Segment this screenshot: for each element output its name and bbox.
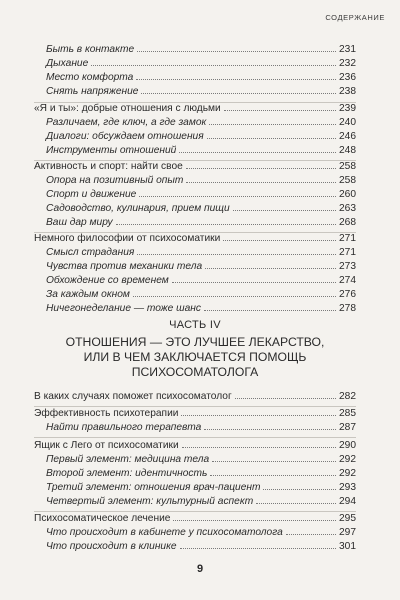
part-title-line: ПСИХОСОМАТОЛОГА bbox=[131, 365, 259, 379]
toc-entry-page: 260 bbox=[339, 189, 356, 200]
dot-leader bbox=[209, 117, 336, 125]
toc-entry-title: Место комфорта bbox=[46, 72, 134, 83]
running-head: СОДЕРЖАНИЕ bbox=[325, 13, 385, 22]
toc-entry[interactable] bbox=[34, 513, 356, 525]
toc-entry[interactable] bbox=[34, 233, 356, 245]
toc-entry[interactable] bbox=[46, 131, 356, 143]
toc-entry-page: 248 bbox=[339, 145, 356, 156]
toc-entry-page: 273 bbox=[339, 261, 356, 272]
part-title-line: ИЛИ В ЧЕМ ЗАКЛЮЧАЕТСЯ ПОМОЩЬ bbox=[83, 350, 307, 364]
toc-entry[interactable] bbox=[46, 468, 356, 480]
toc-entry[interactable] bbox=[46, 247, 356, 259]
toc-entry-title: Инструменты отношений bbox=[46, 145, 177, 156]
dot-leader bbox=[141, 86, 336, 94]
toc-entry[interactable] bbox=[46, 261, 356, 273]
dot-leader bbox=[186, 175, 336, 183]
toc-entry-title: Диалоги: обсуждаем отношения bbox=[46, 131, 204, 142]
toc-entry-page: 292 bbox=[339, 454, 356, 465]
toc-entry[interactable] bbox=[46, 275, 356, 287]
toc-entry-page: 240 bbox=[339, 117, 356, 128]
toc-entry[interactable] bbox=[46, 175, 356, 187]
toc-entry-page: 276 bbox=[339, 289, 356, 300]
dot-leader bbox=[137, 247, 336, 255]
toc-entry-title: Быть в контакте bbox=[46, 44, 135, 55]
dot-leader bbox=[235, 391, 336, 399]
toc-entry-title: Садоводство, кулинария, прием пищи bbox=[46, 203, 230, 214]
dot-leader bbox=[224, 103, 336, 111]
toc-entry-page: 301 bbox=[339, 541, 356, 552]
toc-entry-page: 278 bbox=[339, 303, 356, 314]
toc-entry-title: Ничегонеделание — тоже шанс bbox=[46, 303, 201, 314]
dot-leader bbox=[205, 261, 336, 269]
toc-entry[interactable] bbox=[46, 58, 356, 70]
dot-leader bbox=[223, 233, 336, 241]
toc-entry-title: Третий элемент: отношения врач-пациент bbox=[46, 482, 261, 493]
toc-entry[interactable] bbox=[46, 496, 356, 508]
toc-entry-title: Дыхание bbox=[46, 58, 89, 69]
toc-entry-page: 246 bbox=[339, 131, 356, 142]
dot-leader bbox=[181, 408, 336, 416]
toc-entry-title: Четвертый элемент: культурный аспект bbox=[46, 496, 254, 507]
toc-entry-page: 238 bbox=[339, 86, 356, 97]
dot-leader bbox=[172, 275, 336, 283]
toc-entry-title: Психосоматическое лечение bbox=[34, 513, 171, 524]
toc-entry-title: Ящик с Лего от психосоматики bbox=[34, 440, 179, 451]
dot-leader bbox=[136, 72, 336, 80]
toc-entry[interactable] bbox=[46, 117, 356, 129]
dot-leader bbox=[139, 189, 336, 197]
toc-entry-page: 294 bbox=[339, 496, 356, 507]
dot-leader bbox=[286, 527, 336, 535]
toc-entry[interactable] bbox=[34, 440, 356, 452]
toc-entry-title: Активность и спорт: найти свое bbox=[34, 161, 183, 172]
section-divider bbox=[34, 406, 356, 407]
dot-leader bbox=[133, 289, 336, 297]
toc-entry-page: 263 bbox=[339, 203, 356, 214]
dot-leader bbox=[116, 217, 336, 225]
toc-entry-title: В каких случаях поможет психосоматолог bbox=[34, 391, 232, 402]
dot-leader bbox=[182, 440, 336, 448]
toc-entry-title: «Я и ты»: добрые отношения с людьми bbox=[34, 103, 221, 114]
toc-entry[interactable] bbox=[46, 482, 356, 494]
toc-entry[interactable] bbox=[46, 541, 356, 553]
toc-entry-title: Второй элемент: идентичность bbox=[46, 468, 208, 479]
dot-leader bbox=[233, 203, 336, 211]
toc-entry-page: 290 bbox=[339, 440, 356, 451]
toc-entry[interactable] bbox=[34, 103, 356, 115]
toc-entry-page: 287 bbox=[339, 422, 356, 433]
toc-entry-title: Опора на позитивный опыт bbox=[46, 175, 184, 186]
toc-entry-title: Эффективность психотерапии bbox=[34, 408, 179, 419]
part-title-line: ОТНОШЕНИЯ — ЭТО ЛУЧШЕЕ ЛЕКАРСТВО, bbox=[65, 335, 325, 349]
dot-leader bbox=[91, 58, 336, 66]
dot-leader bbox=[186, 161, 336, 169]
toc-entry[interactable] bbox=[46, 189, 356, 201]
toc-entry[interactable] bbox=[34, 408, 356, 420]
toc-entry-page: 293 bbox=[339, 482, 356, 493]
dot-leader bbox=[173, 513, 336, 521]
toc-entry-title: Чувства против механики тела bbox=[46, 261, 203, 272]
toc-entry-title: Спорт и движение bbox=[46, 189, 137, 200]
toc-entry-title: Обхождение со временем bbox=[46, 275, 169, 286]
dot-leader bbox=[204, 422, 336, 430]
toc-entry[interactable] bbox=[46, 86, 356, 98]
toc-entry-page: 297 bbox=[339, 527, 356, 538]
dot-leader bbox=[256, 496, 336, 504]
toc-entry[interactable] bbox=[46, 72, 356, 84]
toc-entry[interactable] bbox=[46, 527, 356, 539]
toc-entry-page: 271 bbox=[339, 233, 356, 244]
toc-entry-page: 292 bbox=[339, 468, 356, 479]
toc-entry-page: 232 bbox=[339, 58, 356, 69]
toc-entry[interactable] bbox=[34, 161, 356, 173]
toc-entry-page: 268 bbox=[339, 217, 356, 228]
dot-leader bbox=[212, 454, 336, 462]
toc-entry-page: 258 bbox=[339, 175, 356, 186]
toc-entry[interactable] bbox=[46, 303, 356, 315]
section-divider bbox=[34, 437, 356, 438]
toc-entry-page: 274 bbox=[339, 275, 356, 286]
toc-entry-page: 285 bbox=[339, 408, 356, 419]
dot-leader bbox=[180, 541, 336, 549]
toc-entry-title: Немного философии от психосоматики bbox=[34, 233, 221, 244]
page-number: 9 bbox=[196, 563, 204, 575]
toc-entry-page: 295 bbox=[339, 513, 356, 524]
toc-entry-page: 231 bbox=[339, 44, 356, 55]
toc-entry-page: 282 bbox=[339, 391, 356, 402]
toc-entry-page: 239 bbox=[339, 103, 356, 114]
toc-entry[interactable] bbox=[34, 391, 356, 403]
toc-entry-page: 271 bbox=[339, 247, 356, 258]
dot-leader bbox=[263, 482, 336, 490]
part-heading[interactable] bbox=[34, 318, 356, 380]
toc-entry[interactable] bbox=[46, 217, 356, 229]
toc-entry-title: Ваш дар миру bbox=[46, 217, 113, 228]
section-divider bbox=[34, 511, 356, 512]
dot-leader bbox=[210, 468, 336, 476]
toc-entry-title: Снять напряжение bbox=[46, 86, 139, 97]
toc-entry-title: Что происходит в кабинете у психосоматолога bbox=[46, 527, 283, 538]
toc-entry-title: Смысл страдания bbox=[46, 247, 135, 258]
toc-entry-page: 258 bbox=[339, 161, 356, 172]
toc-entry-title: Найти правильного терапевта bbox=[46, 422, 202, 433]
toc-entry[interactable] bbox=[46, 454, 356, 466]
toc-entry-title: За каждым окном bbox=[46, 289, 130, 300]
toc-entry-page: 236 bbox=[339, 72, 356, 83]
dot-leader bbox=[137, 44, 336, 52]
dot-leader bbox=[204, 303, 336, 311]
part-number: ЧАСТЬ IV bbox=[169, 319, 221, 331]
toc-entry[interactable] bbox=[46, 145, 356, 157]
toc-entry[interactable] bbox=[46, 203, 356, 215]
toc-entry[interactable] bbox=[46, 289, 356, 301]
toc-entry-title: Первый элемент: медицина тела bbox=[46, 454, 210, 465]
toc-entry-title: Что происходит в клинике bbox=[46, 541, 177, 552]
toc-entry[interactable] bbox=[46, 44, 356, 56]
toc-entry-title: Различаем, где ключ, а где замок bbox=[46, 117, 207, 128]
dot-leader bbox=[207, 131, 336, 139]
dot-leader bbox=[179, 145, 336, 153]
toc-entry[interactable] bbox=[46, 422, 356, 434]
